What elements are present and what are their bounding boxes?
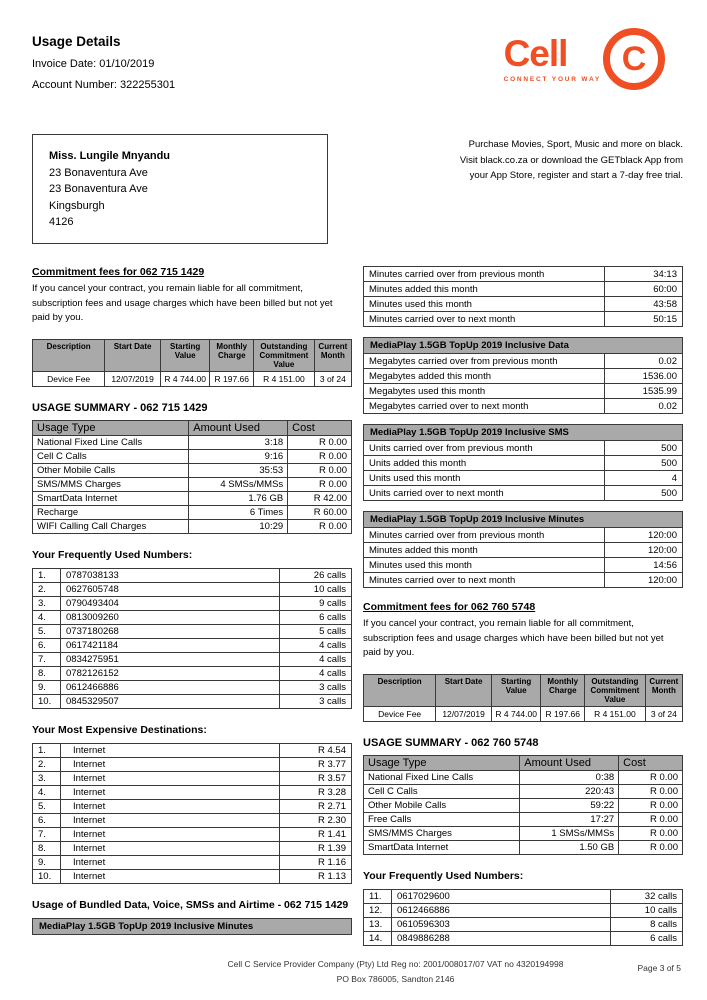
col-description: Description — [33, 340, 105, 372]
cell-cost: R 3.28 — [280, 786, 352, 800]
list-item — [33, 569, 352, 583]
cell-amount-used: 0:38 — [520, 771, 619, 785]
cell-value: 120:00 — [605, 543, 683, 558]
cell-cost: R 0.00 — [619, 841, 683, 855]
cell-call-count: 32 calls — [611, 890, 683, 904]
list-item — [33, 842, 352, 856]
address-line: Kingsburgh — [49, 199, 105, 212]
table-row — [33, 436, 352, 450]
cell-rank: 6. — [33, 814, 61, 828]
promo-line: your App Store, register and start a 7-day free trial. — [469, 170, 683, 182]
cell-label: Megabytes carried over from previous month — [364, 354, 605, 369]
cell-value: 0.02 — [605, 354, 683, 369]
cell-usage-type: National Fixed Line Calls — [33, 436, 189, 450]
cell-label: Units added this month — [364, 456, 605, 471]
cell-number: 0834275951 — [61, 653, 280, 667]
cell-rank: 4. — [33, 611, 61, 625]
cell-value: 500 — [605, 441, 683, 456]
col-description: Description — [364, 675, 436, 707]
cell-destination: Internet — [61, 814, 280, 828]
cell-value: 4 — [605, 471, 683, 486]
col-cost: Cost — [619, 756, 683, 771]
cell-start-date: 12/07/2019 — [436, 707, 492, 722]
cell-usage-type: Free Calls — [364, 813, 520, 827]
list-item — [33, 814, 352, 828]
address-line: 23 Bonaventura Ave — [49, 166, 148, 179]
cell-number: 0617421184 — [61, 639, 280, 653]
usage-summary-table-0627151429 — [32, 420, 352, 534]
promo-line: Visit black.co.za or download the GETblack App from — [459, 154, 683, 166]
cell-value: 500 — [605, 456, 683, 471]
cell-amount-used: 59:22 — [520, 799, 619, 813]
cell-outstanding-value: R 4 151.00 — [585, 707, 646, 722]
commitment-note-right: If you cancel your contract, you remain liable for all commitment, subscription fees and usage charges which have been billed but not yet paid by you. — [363, 618, 664, 659]
cell-value: 500 — [605, 486, 683, 501]
recipient-name: Miss. Lungile Mnyandu — [49, 150, 171, 162]
cell-rank: 3. — [33, 772, 61, 786]
header — [32, 34, 683, 100]
list-item — [364, 932, 683, 946]
cell-cost: R 0.00 — [288, 436, 352, 450]
content-columns — [32, 266, 683, 946]
list-item — [364, 918, 683, 932]
cell-destination: Internet — [61, 744, 280, 758]
cell-label: Units used this month — [364, 471, 605, 486]
cell-starting-value: R 4 744.00 — [491, 707, 541, 722]
right-column — [363, 266, 683, 946]
col-start-date: Start Date — [436, 675, 492, 707]
cell-description: Device Fee — [364, 707, 436, 722]
cell-cost: R 0.00 — [619, 827, 683, 841]
cell-label: Minutes carried over to next month — [364, 573, 605, 588]
cell-amount-used: 1.76 GB — [189, 492, 288, 506]
cell-call-count: 4 calls — [280, 653, 352, 667]
cell-cost: R 1.16 — [280, 856, 352, 870]
cell-amount-used: 3:18 — [189, 436, 288, 450]
cell-amount-used: 1.50 GB — [520, 841, 619, 855]
cell-call-count: 5 calls — [280, 625, 352, 639]
cell-usage-type: Other Mobile Calls — [364, 799, 520, 813]
col-usage-type: Usage Type — [364, 756, 520, 771]
frequent-numbers-table-right — [363, 889, 683, 946]
col-usage-type: Usage Type — [33, 421, 189, 436]
cell-rank: 5. — [33, 625, 61, 639]
frequent-numbers-table — [32, 568, 352, 709]
cell-number: 0849886288 — [392, 932, 611, 946]
commitment-table-0627605748 — [363, 674, 683, 722]
cell-usage-type: Recharge — [33, 506, 189, 520]
cell-usage-type: SMS/MMS Charges — [33, 478, 189, 492]
cell-destination: Internet — [61, 870, 280, 884]
cell-rank: 9. — [33, 856, 61, 870]
header-left — [32, 34, 175, 100]
cell-destination: Internet — [61, 772, 280, 786]
table-row — [364, 573, 683, 588]
cell-number: 0790493404 — [61, 597, 280, 611]
cell-call-count: 6 calls — [611, 932, 683, 946]
cell-rank: 13. — [364, 918, 392, 932]
cell-cost: R 0.00 — [619, 799, 683, 813]
cell-label: Minutes carried over from previous month — [364, 267, 605, 282]
cell-rank: 4. — [33, 786, 61, 800]
recipient-address-box — [32, 134, 328, 244]
list-item — [33, 786, 352, 800]
cell-rank: 12. — [364, 904, 392, 918]
cell-starting-value: R 4 744.00 — [160, 372, 210, 387]
cell-description: Device Fee — [33, 372, 105, 387]
table-row — [364, 841, 683, 855]
footer-address-line: PO Box 786005, Sandton 2146 — [336, 973, 455, 984]
cell-label: Minutes used this month — [364, 297, 605, 312]
cell-number: 0612466886 — [392, 904, 611, 918]
footer — [84, 957, 707, 986]
table-row — [364, 707, 683, 722]
bundled-usage-title: Usage of Bundled Data, Voice, SMSs and Airtime - 062 715 1429 — [32, 899, 349, 912]
cell-value: 50:15 — [605, 312, 683, 327]
table-row — [364, 813, 683, 827]
table-row — [364, 354, 683, 369]
col-starting-value: Starting Value — [160, 340, 210, 372]
page-number: Page 3 of 5 — [637, 963, 681, 973]
address-line: 4126 — [49, 216, 74, 228]
cell-cost: R 2.71 — [280, 800, 352, 814]
cell-start-date: 12/07/2019 — [105, 372, 161, 387]
cell-value: 120:00 — [605, 528, 683, 543]
cell-label: Minutes carried over from previous month — [364, 528, 605, 543]
cell-cost: R 0.00 — [619, 785, 683, 799]
cell-usage-type: WIFI Calling Call Charges — [33, 520, 189, 534]
cell-rank: 11. — [364, 890, 392, 904]
cell-call-count: 6 calls — [280, 611, 352, 625]
cell-usage-type: Cell C Calls — [33, 450, 189, 464]
col-cost: Cost — [288, 421, 352, 436]
commitment-note: If you cancel your contract, you remain liable for all commitment, subscription fees and usage charges which have been billed but not yet paid by you. — [32, 283, 333, 324]
list-item — [33, 583, 352, 597]
cell-rank: 7. — [33, 828, 61, 842]
table-row — [364, 297, 683, 312]
cell-call-count: 10 calls — [280, 583, 352, 597]
col-monthly-charge: Monthly Charge — [210, 340, 254, 372]
cellc-logo-text — [504, 35, 601, 83]
table-row — [364, 471, 683, 486]
list-item — [33, 695, 352, 709]
cell-rank: 8. — [33, 667, 61, 681]
cell-number: 0845329507 — [61, 695, 280, 709]
address-line: 23 Bonaventura Ave — [49, 183, 148, 195]
cell-label: Megabytes added this month — [364, 369, 605, 384]
cell-usage-type: SmartData Internet — [33, 492, 189, 506]
cell-number: 0737180268 — [61, 625, 280, 639]
col-amount-used: Amount Used — [189, 421, 288, 436]
table-row — [33, 372, 352, 387]
table-row — [364, 827, 683, 841]
col-start-date: Start Date — [105, 340, 161, 372]
cell-monthly-charge: R 197.66 — [541, 707, 585, 722]
table-row — [364, 456, 683, 471]
list-item — [33, 800, 352, 814]
table-row — [364, 558, 683, 573]
expensive-destinations-title: Your Most Expensive Destinations: — [32, 724, 207, 737]
cell-rank: 9. — [33, 681, 61, 695]
list-item — [33, 611, 352, 625]
table-row — [364, 771, 683, 785]
inclusive-sms-bar: MediaPlay 1.5GB TopUp 2019 Inclusive SMS — [364, 425, 683, 441]
cell-usage-type: Cell C Calls — [364, 785, 520, 799]
frequent-numbers-title-right: Your Frequently Used Numbers: — [363, 870, 524, 883]
table-row — [364, 785, 683, 799]
inclusive-sms-table — [363, 424, 683, 501]
list-item — [364, 904, 683, 918]
table-row — [364, 312, 683, 327]
table-row — [33, 492, 352, 506]
inclusive-minutes-table — [363, 511, 683, 588]
list-item — [33, 744, 352, 758]
commitment-heading-0627151429: Commitment fees for 062 715 1429 — [32, 266, 205, 278]
cell-call-count: 9 calls — [280, 597, 352, 611]
cell-cost: R 0.00 — [288, 450, 352, 464]
page-title: Usage Details — [32, 34, 121, 49]
commitment-table-header-row — [33, 340, 352, 372]
col-current-month: Current Month — [645, 675, 682, 707]
cell-number: 0782126152 — [61, 667, 280, 681]
cell-cost: R 4.54 — [280, 744, 352, 758]
cell-cost: R 3.57 — [280, 772, 352, 786]
cell-label: Minutes carried over to next month — [364, 312, 605, 327]
cellc-logo-word: Cell — [503, 33, 568, 74]
cell-cost: R 3.77 — [280, 758, 352, 772]
list-item — [33, 597, 352, 611]
cellc-c-letter: C — [621, 40, 647, 78]
cell-destination: Internet — [61, 758, 280, 772]
cell-destination: Internet — [61, 786, 280, 800]
table-row — [33, 478, 352, 492]
cell-cost: R 0.00 — [619, 813, 683, 827]
table-row — [364, 486, 683, 501]
cell-number: 0813009260 — [61, 611, 280, 625]
col-monthly-charge: Monthly Charge — [541, 675, 585, 707]
commitment-table-0627151429 — [32, 339, 352, 387]
list-item — [33, 653, 352, 667]
cell-usage-type: SMS/MMS Charges — [364, 827, 520, 841]
cell-value: 120:00 — [605, 573, 683, 588]
cell-rank: 1. — [33, 569, 61, 583]
cell-cost: R 60.00 — [288, 506, 352, 520]
table-row — [364, 441, 683, 456]
cell-amount-used: 1 SMSs/MMSs — [520, 827, 619, 841]
commitment-heading-0627605748: Commitment fees for 062 760 5748 — [363, 601, 536, 613]
cell-usage-type: Other Mobile Calls — [33, 464, 189, 478]
cell-rank: 5. — [33, 800, 61, 814]
table-row — [33, 450, 352, 464]
left-column — [32, 266, 352, 946]
cell-number: 0617029600 — [392, 890, 611, 904]
table-row — [364, 399, 683, 414]
cell-cost: R 1.39 — [280, 842, 352, 856]
list-item — [33, 828, 352, 842]
cell-usage-type: SmartData Internet — [364, 841, 520, 855]
usage-summary-title-0627151429: USAGE SUMMARY - 062 715 1429 — [32, 402, 208, 415]
cell-rank: 2. — [33, 583, 61, 597]
cell-label: Minutes added this month — [364, 282, 605, 297]
cell-value: 60:00 — [605, 282, 683, 297]
cell-amount-used: 220:43 — [520, 785, 619, 799]
inclusive-minutes-bar: MediaPlay 1.5GB TopUp 2019 Inclusive Minutes — [32, 918, 352, 935]
list-item — [33, 667, 352, 681]
cell-call-count: 4 calls — [280, 639, 352, 653]
cell-rank: 2. — [33, 758, 61, 772]
inclusive-minutes-carryover-table — [363, 266, 683, 327]
inclusive-data-bar: MediaPlay 1.5GB TopUp 2019 Inclusive Data — [364, 338, 683, 354]
cell-cost: R 0.00 — [288, 464, 352, 478]
table-row — [364, 369, 683, 384]
cell-outstanding-value: R 4 151.00 — [254, 372, 315, 387]
account-number: Account Number: 322255301 — [32, 79, 176, 91]
col-outstanding-value: Outstanding Commitment Value — [254, 340, 315, 372]
list-item — [33, 625, 352, 639]
cell-call-count: 8 calls — [611, 918, 683, 932]
cell-label: Units carried over to next month — [364, 486, 605, 501]
cell-rank: 8. — [33, 842, 61, 856]
promo-line: Purchase Movies, Sport, Music and more on black. — [468, 139, 683, 150]
inclusive-minutes-bar-right: MediaPlay 1.5GB TopUp 2019 Inclusive Minutes — [364, 512, 683, 528]
cell-destination: Internet — [61, 842, 280, 856]
usage-summary-title-0627605748: USAGE SUMMARY - 062 760 5748 — [363, 737, 539, 750]
cell-label: Units carried over from previous month — [364, 441, 605, 456]
col-amount-used: Amount Used — [520, 756, 619, 771]
cell-value: 0.02 — [605, 399, 683, 414]
usage-summary-table-0627605748 — [363, 755, 683, 855]
cell-rank: 14. — [364, 932, 392, 946]
cellc-logo — [504, 28, 665, 90]
cell-number: 0612466886 — [61, 681, 280, 695]
cell-amount-used: 35:53 — [189, 464, 288, 478]
list-item — [33, 772, 352, 786]
list-item — [364, 890, 683, 904]
usage-header-row — [364, 756, 683, 771]
cell-value: 14:56 — [605, 558, 683, 573]
usage-header-row — [33, 421, 352, 436]
cell-rank: 1. — [33, 744, 61, 758]
table-row — [364, 384, 683, 399]
cell-cost: R 1.41 — [280, 828, 352, 842]
cellc-c-icon — [603, 28, 665, 90]
col-current-month: Current Month — [314, 340, 351, 372]
cell-label: Megabytes carried over to next month — [364, 399, 605, 414]
table-row — [364, 543, 683, 558]
table-row — [33, 520, 352, 534]
cell-destination: Internet — [61, 856, 280, 870]
address-row — [32, 134, 683, 244]
cell-value: 1536.00 — [605, 369, 683, 384]
cell-cost: R 42.00 — [288, 492, 352, 506]
cell-destination: Internet — [61, 800, 280, 814]
cell-cost: R 0.00 — [288, 478, 352, 492]
list-item — [33, 639, 352, 653]
table-row — [364, 528, 683, 543]
table-row — [33, 506, 352, 520]
cell-value: 34:13 — [605, 267, 683, 282]
cell-amount-used: 6 Times — [189, 506, 288, 520]
cell-rank: 6. — [33, 639, 61, 653]
cell-rank: 7. — [33, 653, 61, 667]
recipient-address-lines — [49, 165, 317, 231]
frequent-numbers-title: Your Frequently Used Numbers: — [32, 549, 193, 562]
cell-cost: R 1.13 — [280, 870, 352, 884]
cell-call-count: 3 calls — [280, 681, 352, 695]
col-starting-value: Starting Value — [491, 675, 541, 707]
cell-amount-used: 9:16 — [189, 450, 288, 464]
cellc-logo-tagline: CONNECT YOUR WAY — [503, 76, 601, 83]
cell-value: 1535.99 — [605, 384, 683, 399]
cell-rank: 3. — [33, 597, 61, 611]
cell-call-count: 3 calls — [280, 695, 352, 709]
cell-destination: Internet — [61, 828, 280, 842]
list-item — [33, 856, 352, 870]
table-row — [33, 464, 352, 478]
list-item — [33, 758, 352, 772]
cell-rank: 10. — [33, 695, 61, 709]
cell-number: 0610596303 — [392, 918, 611, 932]
cell-amount-used: 17:27 — [520, 813, 619, 827]
table-row — [364, 282, 683, 297]
table-row — [364, 267, 683, 282]
cell-cost: R 0.00 — [619, 771, 683, 785]
cell-current-month: 3 of 24 — [314, 372, 351, 387]
list-item — [33, 681, 352, 695]
expensive-destinations-table — [32, 743, 352, 884]
cell-monthly-charge: R 197.66 — [210, 372, 254, 387]
black-promo-text — [363, 137, 683, 244]
cell-number: 0787038133 — [61, 569, 280, 583]
list-item — [33, 870, 352, 884]
cell-rank: 10. — [33, 870, 61, 884]
invoice-date: Invoice Date: 01/10/2019 — [32, 58, 155, 70]
cell-current-month: 3 of 24 — [645, 707, 682, 722]
cell-label: Minutes added this month — [364, 543, 605, 558]
cell-usage-type: National Fixed Line Calls — [364, 771, 520, 785]
cell-label: Minutes used this month — [364, 558, 605, 573]
footer-company-line: Cell C Service Provider Company (Pty) Ltd Reg no: 2001/008017/07 VAT no 4320194998 — [227, 959, 564, 970]
cell-amount-used: 4 SMSs/MMSs — [189, 478, 288, 492]
cell-value: 43:58 — [605, 297, 683, 312]
cell-call-count: 10 calls — [611, 904, 683, 918]
cell-number: 0627605748 — [61, 583, 280, 597]
cell-amount-used: 10:29 — [189, 520, 288, 534]
col-outstanding-value: Outstanding Commitment Value — [585, 675, 646, 707]
cell-call-count: 4 calls — [280, 667, 352, 681]
cell-call-count: 26 calls — [280, 569, 352, 583]
cell-cost: R 0.00 — [288, 520, 352, 534]
commitment-table-header-row — [364, 675, 683, 707]
cell-label: Megabytes used this month — [364, 384, 605, 399]
cell-cost: R 2.30 — [280, 814, 352, 828]
inclusive-data-table — [363, 337, 683, 414]
table-row — [364, 799, 683, 813]
